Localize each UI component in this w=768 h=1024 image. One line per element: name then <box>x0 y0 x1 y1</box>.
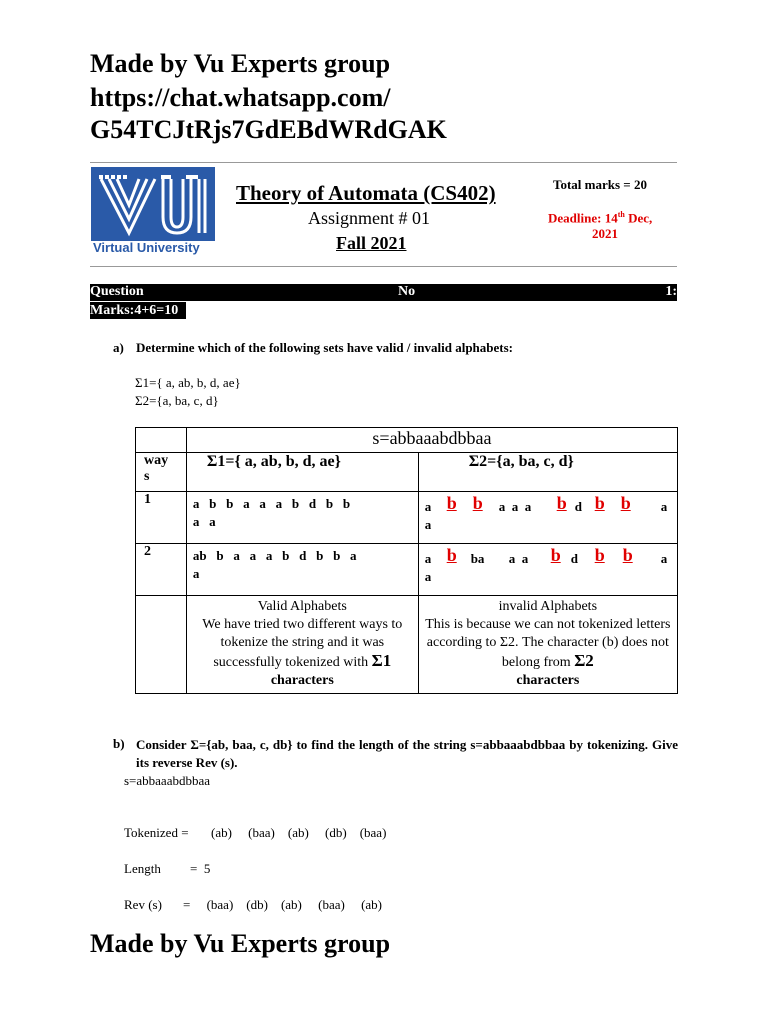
row1-sigma2 <box>418 492 677 544</box>
row1-sigma1-line1: a b b a a a b d b b <box>192 496 351 511</box>
marks-bar: Marks:4+6=10 <box>90 302 186 319</box>
rev-value: = (baa) (db) (ab) (baa) (ab) <box>183 897 382 912</box>
r1-red-token: b <box>594 493 605 513</box>
deadline-sup: th <box>617 210 625 219</box>
invalid-sym: Σ2 <box>574 651 594 670</box>
ways-label-s: s <box>144 469 150 484</box>
part-b-prompt: Consider Σ={ab, baa, c, db} to find the length of the string s=abbaaabdbbaa by tokenizing. Give its reverse Rev (s). <box>136 737 678 770</box>
part-a-marker: a) <box>113 340 124 355</box>
part-a-prompt: Determine which of the following sets have valid / invalid alphabets: <box>136 340 514 355</box>
question-num: 1: <box>665 284 677 299</box>
r2-red-token: b <box>594 545 605 565</box>
invalid-end: characters <box>516 673 580 688</box>
question-bar <box>90 284 677 301</box>
r2-red-token: b <box>446 545 457 565</box>
tokenized-value: (ab) (baa) (ab) (db) (baa) <box>211 825 387 840</box>
valid-title: Valid Alphabets <box>257 599 347 614</box>
r1-token: a a a <box>498 499 532 514</box>
tokenized-label: Tokenized = <box>124 825 189 840</box>
deadline-year: 2021 <box>592 226 618 241</box>
row2-sigma1-line2: a <box>192 566 200 581</box>
length-value: = 5 <box>190 861 211 876</box>
question-no: No <box>398 284 416 299</box>
ways-label: way <box>144 453 169 468</box>
header-line-1: Made by Vu Experts group <box>90 49 391 78</box>
r2-red-token: b <box>622 545 633 565</box>
r2-token: a <box>424 551 432 566</box>
deadline-day: Deadline: 14 <box>548 210 618 226</box>
footer-line: Made by Vu Experts group <box>90 929 391 958</box>
tokenize-table <box>135 427 678 694</box>
r2-token: a <box>424 569 432 584</box>
valid-text: We have tried two different ways to tokenize the string and it was successfully tokenized with <box>202 617 403 670</box>
r1-token: d <box>574 499 582 514</box>
vu-logo <box>91 167 215 259</box>
valid-end: characters <box>270 673 334 688</box>
header-line-3: G54TCJtRjs7GdEBdWRdGAK <box>90 115 447 144</box>
r1-token: a <box>424 517 432 532</box>
r1-token: a <box>424 499 432 514</box>
table-corner <box>136 428 187 453</box>
invalid-title: invalid Alphabets <box>498 599 598 614</box>
row2-sigma1-line1: ab b a a a b d b b a <box>192 548 357 563</box>
course-title: Theory of Automata (CS402) <box>236 181 496 205</box>
row2-num: 2 <box>136 544 187 596</box>
row1-sigma1-line2: a a <box>192 514 216 529</box>
r2-token: d <box>570 551 578 566</box>
row1-sigma1 <box>186 492 418 544</box>
sigma2-header: Σ2={a, ba, c, d} <box>418 453 677 492</box>
r2-token: ba <box>470 551 485 566</box>
r2-token: a a <box>508 551 529 566</box>
deadline-month: Dec, <box>624 210 653 226</box>
row2-sigma1 <box>186 544 418 596</box>
length-label: Length <box>124 861 161 876</box>
question-label: Question <box>90 284 144 299</box>
sigma1-header: Σ1={ a, ab, b, d, ae} <box>186 453 418 492</box>
r1-red-token: b <box>472 493 483 513</box>
sigma1-def: Σ1={ a, ab, b, d, ae} <box>135 375 241 390</box>
r2-red-token: b <box>550 545 561 565</box>
header-line-2: https://chat.whatsapp.com/ <box>90 83 391 112</box>
r1-token: a <box>660 499 668 514</box>
r1-red-token: b <box>446 493 457 513</box>
valid-summary <box>186 596 418 694</box>
row1-num: 1 <box>136 492 187 544</box>
row2-sigma2 <box>418 544 677 596</box>
invalid-text: This is because we can not tokenized letters according to Σ2. The character (b) does not belong from <box>425 617 671 670</box>
deadline <box>548 210 652 226</box>
term: Fall 2021 <box>336 233 407 253</box>
divider-bottom <box>90 266 677 267</box>
r2-token: a <box>660 551 668 566</box>
ways-header <box>136 453 187 492</box>
s-header: s=abbaaabdbbaa <box>186 428 677 453</box>
valid-sym: Σ1 <box>371 651 392 670</box>
r1-red-token: b <box>620 493 631 513</box>
logo-text: Virtual University <box>93 240 200 255</box>
part-b-s: s=abbaaabdbbaa <box>124 773 211 788</box>
total-marks: Total marks = 20 <box>553 177 647 192</box>
r1-red-token: b <box>556 493 567 513</box>
assignment-number: Assignment # 01 <box>308 208 431 228</box>
summary-empty-cell <box>136 596 187 694</box>
part-b-marker: b) <box>113 736 125 751</box>
invalid-summary <box>418 596 677 694</box>
rev-label: Rev (s) <box>124 897 162 912</box>
sigma2-def: Σ2={a, ba, c, d} <box>135 393 219 408</box>
divider-top <box>90 162 677 163</box>
